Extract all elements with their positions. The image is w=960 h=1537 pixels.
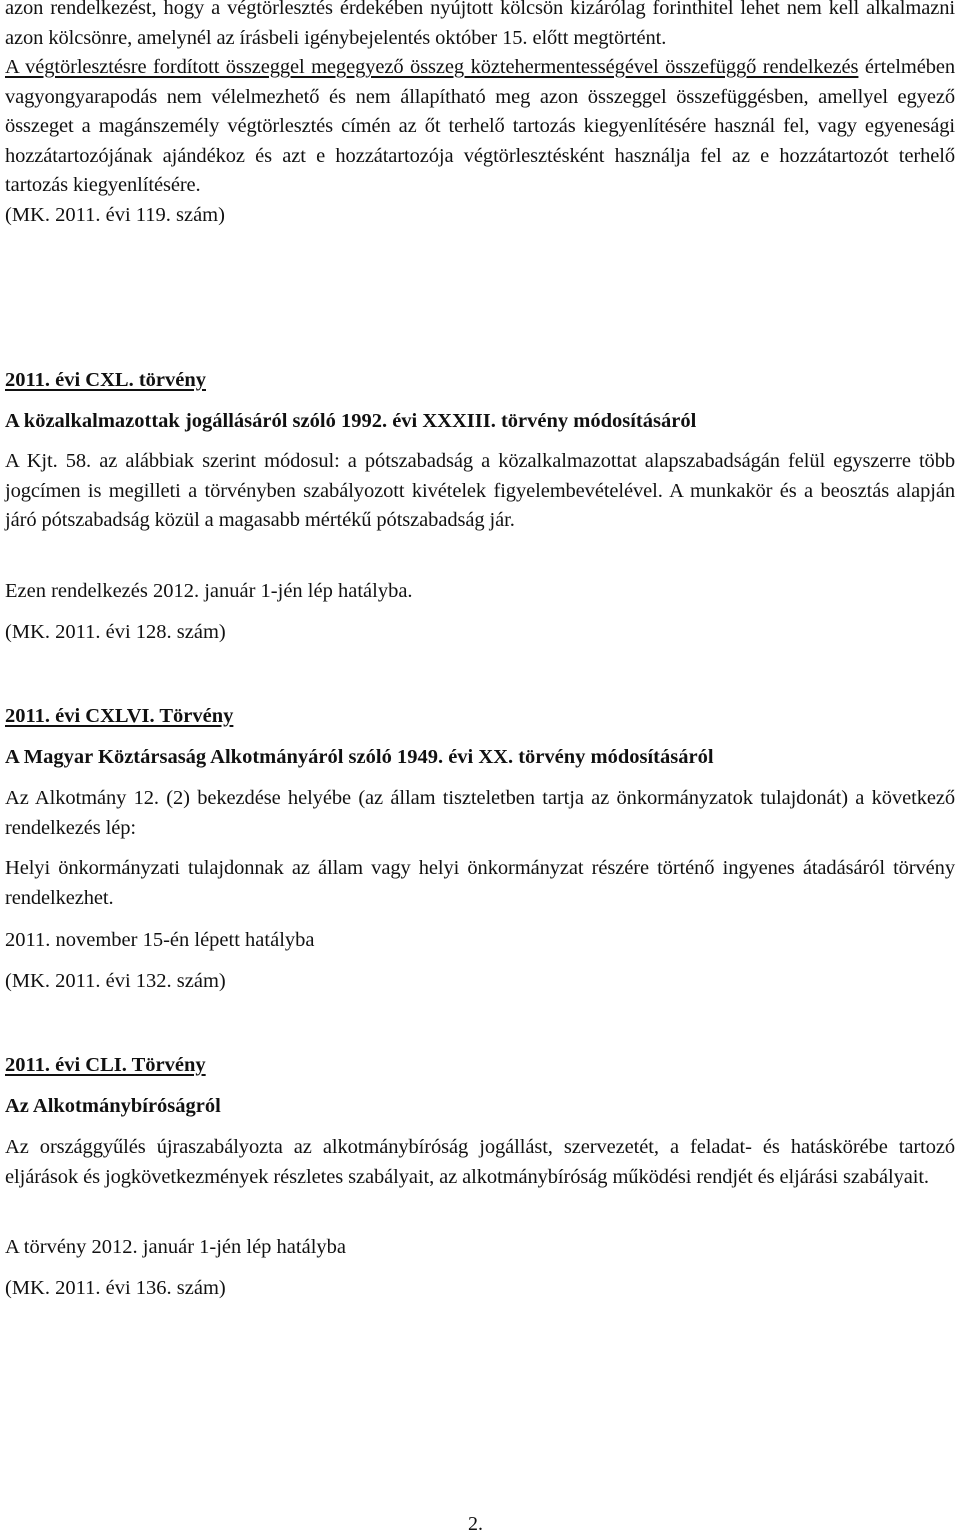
intro-paragraph-2 <box>5 53 955 201</box>
section-cxl-ref-wrap <box>5 618 955 648</box>
section-cxl-body: A Kjt. 58. az alábbiak szerint módosul: a pótszabadság a közalkalmazottat alapszabadságán felül egyszerre több jogcímen is megilleti a törvényben szabályozott kivételek figyelembevételével. A munkakör és a beosztás alapján járó pótszabadság közül a magasabb mértékű pótszabadság jár. <box>5 450 955 531</box>
section-cxl-title: A közalkalmazottak jogállásáról szóló 1992. évi XXXIII. törvény módosításáról <box>5 410 697 432</box>
section-cxl-effective: Ezen rendelkezés 2012. január 1-jén lép hatályba. <box>5 580 413 602</box>
section-cxlvi-law-wrap <box>5 702 955 732</box>
section-cxlvi-ref-wrap <box>5 967 955 997</box>
page-number: 2. <box>468 1513 483 1535</box>
intro-paragraph-1: azon rendelkezést, hogy a végtörlesztés érdekében nyújtott kölcsön kizárólag forinthitel lehet nem kell alkalmazni azon kölcsönre, amelynél az írásbeli igénybejelentés október 15. előtt megtörtént. <box>5 0 955 49</box>
section-cxl-law: 2011. évi CXL. törvény <box>5 369 206 391</box>
section-cxlvi-effective-wrap <box>5 926 955 956</box>
section-cxl-effective-wrap <box>5 577 955 607</box>
section-cxl-reference: (MK. 2011. évi 128. szám) <box>5 621 226 643</box>
section-cli-ref-wrap <box>5 1274 955 1304</box>
section-cxlvi-effective: 2011. november 15-én lépett hatályba <box>5 929 315 951</box>
section-cxlvi-body1-wrap <box>5 784 955 843</box>
section-cxl-title-wrap <box>5 407 955 437</box>
section-cli-title-wrap <box>5 1092 955 1122</box>
section-cli-title: Az Alkotmánybíróságról <box>5 1095 221 1117</box>
section-cli-law-wrap <box>5 1051 955 1081</box>
section-cxl <box>5 366 955 396</box>
section-cxlvi-body-2: Helyi önkormányzati tulajdonnak az állam vagy helyi önkormányzat részére történő ingyenes átadásáról törvény rendelkezhet. <box>5 857 955 909</box>
intro-reference: (MK. 2011. évi 119. szám) <box>5 203 225 226</box>
intro-paragraph-2-underlined: A végtörlesztésre fordított összeggel megegyező összeg köztehermentességével összefüggő rendelkezés <box>5 56 859 78</box>
section-cxlvi-body-1: Az Alkotmány 12. (2) bekezdése helyébe (az állam tiszteletben tartja az önkormányzatok tulajdonát) a következő rendelkezés lép: <box>5 787 955 839</box>
section-cxlvi-reference: (MK. 2011. évi 132. szám) <box>5 970 226 992</box>
section-cli-body: Az országgyűlés újraszabályozta az alkotmánybíróság jogállást, szervezetét, a feladat- és hatáskörébe tartozó eljárások és jogkövetkezmények részletes szabályait, az alkotmánybíróság működési rendjét és eljárási szabályait. <box>5 1136 955 1188</box>
section-cli-law: 2011. évi CLI. Törvény <box>5 1054 206 1076</box>
section-cxlvi-title-wrap <box>5 743 955 773</box>
intro-block <box>5 0 955 230</box>
intro-paragraph-2-rest: értelmében vagyongyarapodás nem vélelmezhető és nem állapítható meg azon összeggel összefüggésben, amellyel egyező összeget a magánszemély végtörlesztés címén az őt terhelő tartozás kiegyenlítésére használ fel, vagy egyenesági hozzátartozójának ajándékoz és azt e hozzátartozója végtörlesztésként használja fel az e hozzátartozót terhelő tartozás kiegyenlítésére. <box>5 56 955 196</box>
section-cli-effective: A törvény 2012. január 1-jén lép hatályba <box>5 1236 346 1258</box>
section-cxlvi-law: 2011. évi CXLVI. Törvény <box>5 705 234 727</box>
section-cxl-body-wrap <box>5 447 955 536</box>
section-cli-effective-wrap <box>5 1233 955 1263</box>
section-cxlvi-body2-wrap <box>5 854 955 913</box>
section-cli-reference: (MK. 2011. évi 136. szám) <box>5 1277 226 1299</box>
section-cli-body-wrap <box>5 1133 955 1192</box>
section-cxlvi-title: A Magyar Köztársaság Alkotmányáról szóló 1949. évi XX. törvény módosításáról <box>5 746 714 768</box>
